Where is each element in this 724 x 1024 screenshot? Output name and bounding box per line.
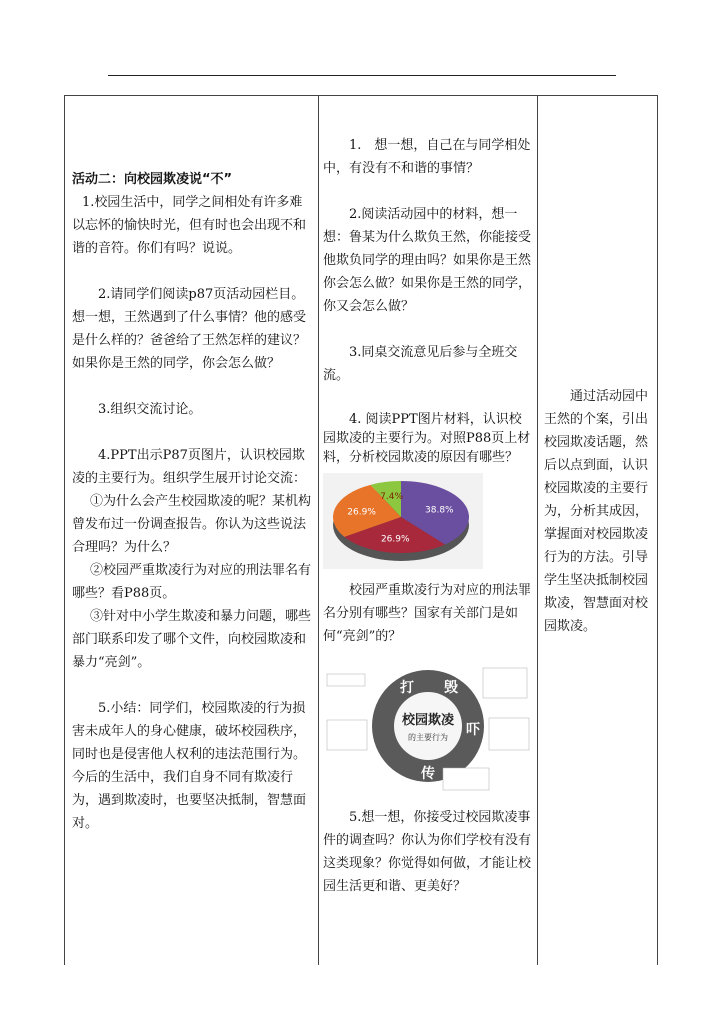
question: ①为什么会产生校园欺凌的呢？某机构曾发布过一份调查报告。你认为这些说法合理吗？为什么？ [72, 494, 312, 555]
paragraph: 2.阅读活动园中的材料，想一想：鲁某为什么欺负王然，你能接受他欺负同学的理由吗？如果你是王然你会怎么做？如果你是王然的同学，你又会怎么做？ [323, 207, 532, 314]
question: ②校园严重欺凌行为对应的刑法罪名有哪些？看P88页。 [72, 563, 312, 601]
paragraph: 5.想一想，你接受过校园欺凌事件的调查吗？你认为你们学校有没有这类现象？你觉得如何做，才能让校园生活更和谐、更美好？ [323, 810, 532, 894]
paragraph: 1. 想一想，自己在与同学相处中，有没有不和谐的事情？ [323, 138, 531, 176]
callout-box [489, 718, 529, 750]
teacher-activity-column [72, 168, 312, 835]
table-top-border [64, 95, 657, 96]
ring-label-spread: 传 [421, 766, 435, 782]
paragraph: 4. 阅读PPT图片材料，认识校园欺凌的主要行为。对照P88页上材料，分析校园欺凌的原因有哪些？ [323, 412, 531, 465]
question: ③针对中小学生欺凌和暴力问题，哪些部门联系印发了哪个文件，向校园欺凌和暴力“亮剑”。 [72, 609, 312, 670]
pie-data-label: 26.9% [380, 534, 410, 545]
pie-data-label: 38.8% [425, 505, 454, 516]
ring-label-destroy: 毁 [444, 680, 458, 696]
callout-box [483, 668, 527, 698]
design-intent-text: 通过活动园中王然的个案，引出校园欺凌话题，然后以点到面，认识校园欺凌的主要行为，分析其成因，掌握面对校园欺凌行为的方法。引导学生坚决抵制校园欺凌，智慧面对校园欺凌。 [544, 389, 649, 634]
paragraph: 3.组织交流讨论。 [98, 402, 202, 417]
paragraph: 4.PPT出示P87页图片，认识校园欺凌的主要行为。组织学生展开讨论交流： [72, 448, 307, 486]
callout-box [327, 720, 367, 750]
ring-label-hit: 打 [400, 680, 414, 696]
pie-data-label: 26.9% [347, 507, 376, 518]
student-activity-column [323, 134, 531, 898]
pie-data-label: 7.4% [380, 491, 404, 502]
table-left-border [64, 95, 65, 965]
header-rule [108, 75, 616, 76]
bullying-behaviors-diagram [323, 658, 533, 798]
paragraph: 2.请同学们阅读p87页活动园栏目。想一想，王然遇到了什么事情？他的感受是什么样的？爸爸给了王然怎样的建议？如果你是王然的同学，你会怎么做？ [72, 287, 307, 371]
table-divider-1 [318, 95, 319, 965]
table-right-border [657, 95, 658, 965]
paragraph: 3.同桌交流意见后参与全班交流。 [323, 345, 518, 383]
paragraph: 1.校园生活中，同学之间相处有许多难以忘怀的愉快时光，但有时也会出现不和谐的音符。你们有吗？说说。 [72, 195, 307, 256]
paragraph: 校园严重欺凌行为对应的刑法罪名分别有哪些？国家有关部门是如何“亮剑”的？ [323, 583, 532, 644]
callout-box [327, 674, 365, 686]
callout-box [443, 768, 489, 790]
ring-label-scare: 吓 [466, 722, 480, 738]
activity-heading: 活动二：向校园欺凌说“不” [72, 172, 233, 187]
summary-paragraph: 5.小结：同学们，校园欺凌的行为损害未成年人的身心健康，破坏校园秩序，同时也是侵害他人权利的违法范围行为。今后的生活中，我们自身不同有欺凌行为，遇到欺凌时，也要坚决抵制，智慧面对。 [72, 701, 307, 831]
diagram-center-title: 校园欺凌 [401, 713, 455, 728]
diagram-center-subtitle: 的主要行为 [408, 733, 448, 742]
design-intent-column [544, 385, 652, 638]
table-divider-2 [537, 95, 538, 965]
pie-chart [323, 473, 483, 569]
